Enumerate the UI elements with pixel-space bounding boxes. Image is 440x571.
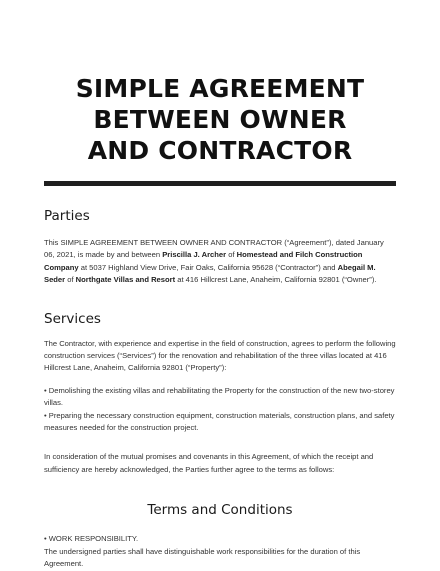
title-line-2: BETWEEN OWNER — [93, 105, 347, 134]
terms-item-1 — [44, 533, 396, 570]
terms-item-1-text: The undersigned parties shall have distinguishable work responsibilities for the duration of this Agreement. — [44, 546, 361, 569]
parties-text-1: This SIMPLE AGREEMENT BETWEEN OWNER AND CONTRACTOR (“Agreement”), dated January 06, 2021, is made by and between — [44, 238, 384, 260]
title-divider — [44, 181, 396, 186]
services-heading: Services — [44, 310, 101, 327]
parties-heading: Parties — [44, 208, 90, 224]
services-list — [44, 385, 396, 435]
parties-paragraph — [44, 237, 396, 287]
contractor-company: Homestead and Filch Construction Company — [44, 250, 363, 272]
parties-text-2: of — [226, 250, 237, 260]
services-intro: The Contractor, with experience and expertise in the field of construction, agrees to perform the following construction services (“Services”) for the renovation and rehabilitation of the three villas located at 416 Hillcrest Lane, Anaheim, California 92801 (“Property”): — [44, 338, 396, 373]
terms-heading: Terms and Conditions — [147, 502, 293, 519]
document-title — [44, 0, 396, 166]
terms-item-1-title: • WORK RESPONSIBILITY. — [44, 534, 139, 544]
owner-company: Northgate Villas and Resort — [75, 275, 176, 285]
owner-name: Abegail M. Seder — [44, 262, 376, 285]
title-line-1: SIMPLE AGREEMENT — [75, 74, 365, 103]
services-bullet-2: • Preparing the necessary construction equipment, construction materials, construction plans, and safety measures needed for the construction project. — [44, 410, 395, 433]
services-bullet-1: • Demolishing the existing villas and rehabilitating the Property for the construction of the new two-storey villas. — [44, 385, 395, 408]
title-line-3: AND CONTRACTOR — [87, 136, 353, 165]
consideration-paragraph: In consideration of the mutual promises and covenants in this Agreement, of which the receipt and sufficiency are hereby acknowledged, the Parties further agree to the terms as follows: — [44, 452, 374, 474]
contractor-name: Priscilla J. Archer — [162, 250, 227, 260]
parties-text-5: at 416 Hillcrest Lane, Anaheim, California 92801 (“Owner”). — [175, 275, 377, 285]
parties-text-4: of — [65, 275, 76, 285]
parties-text-3: at 5037 Highland View Drive, Fair Oaks, California 95628 (“Contractor”) and — [78, 262, 338, 272]
